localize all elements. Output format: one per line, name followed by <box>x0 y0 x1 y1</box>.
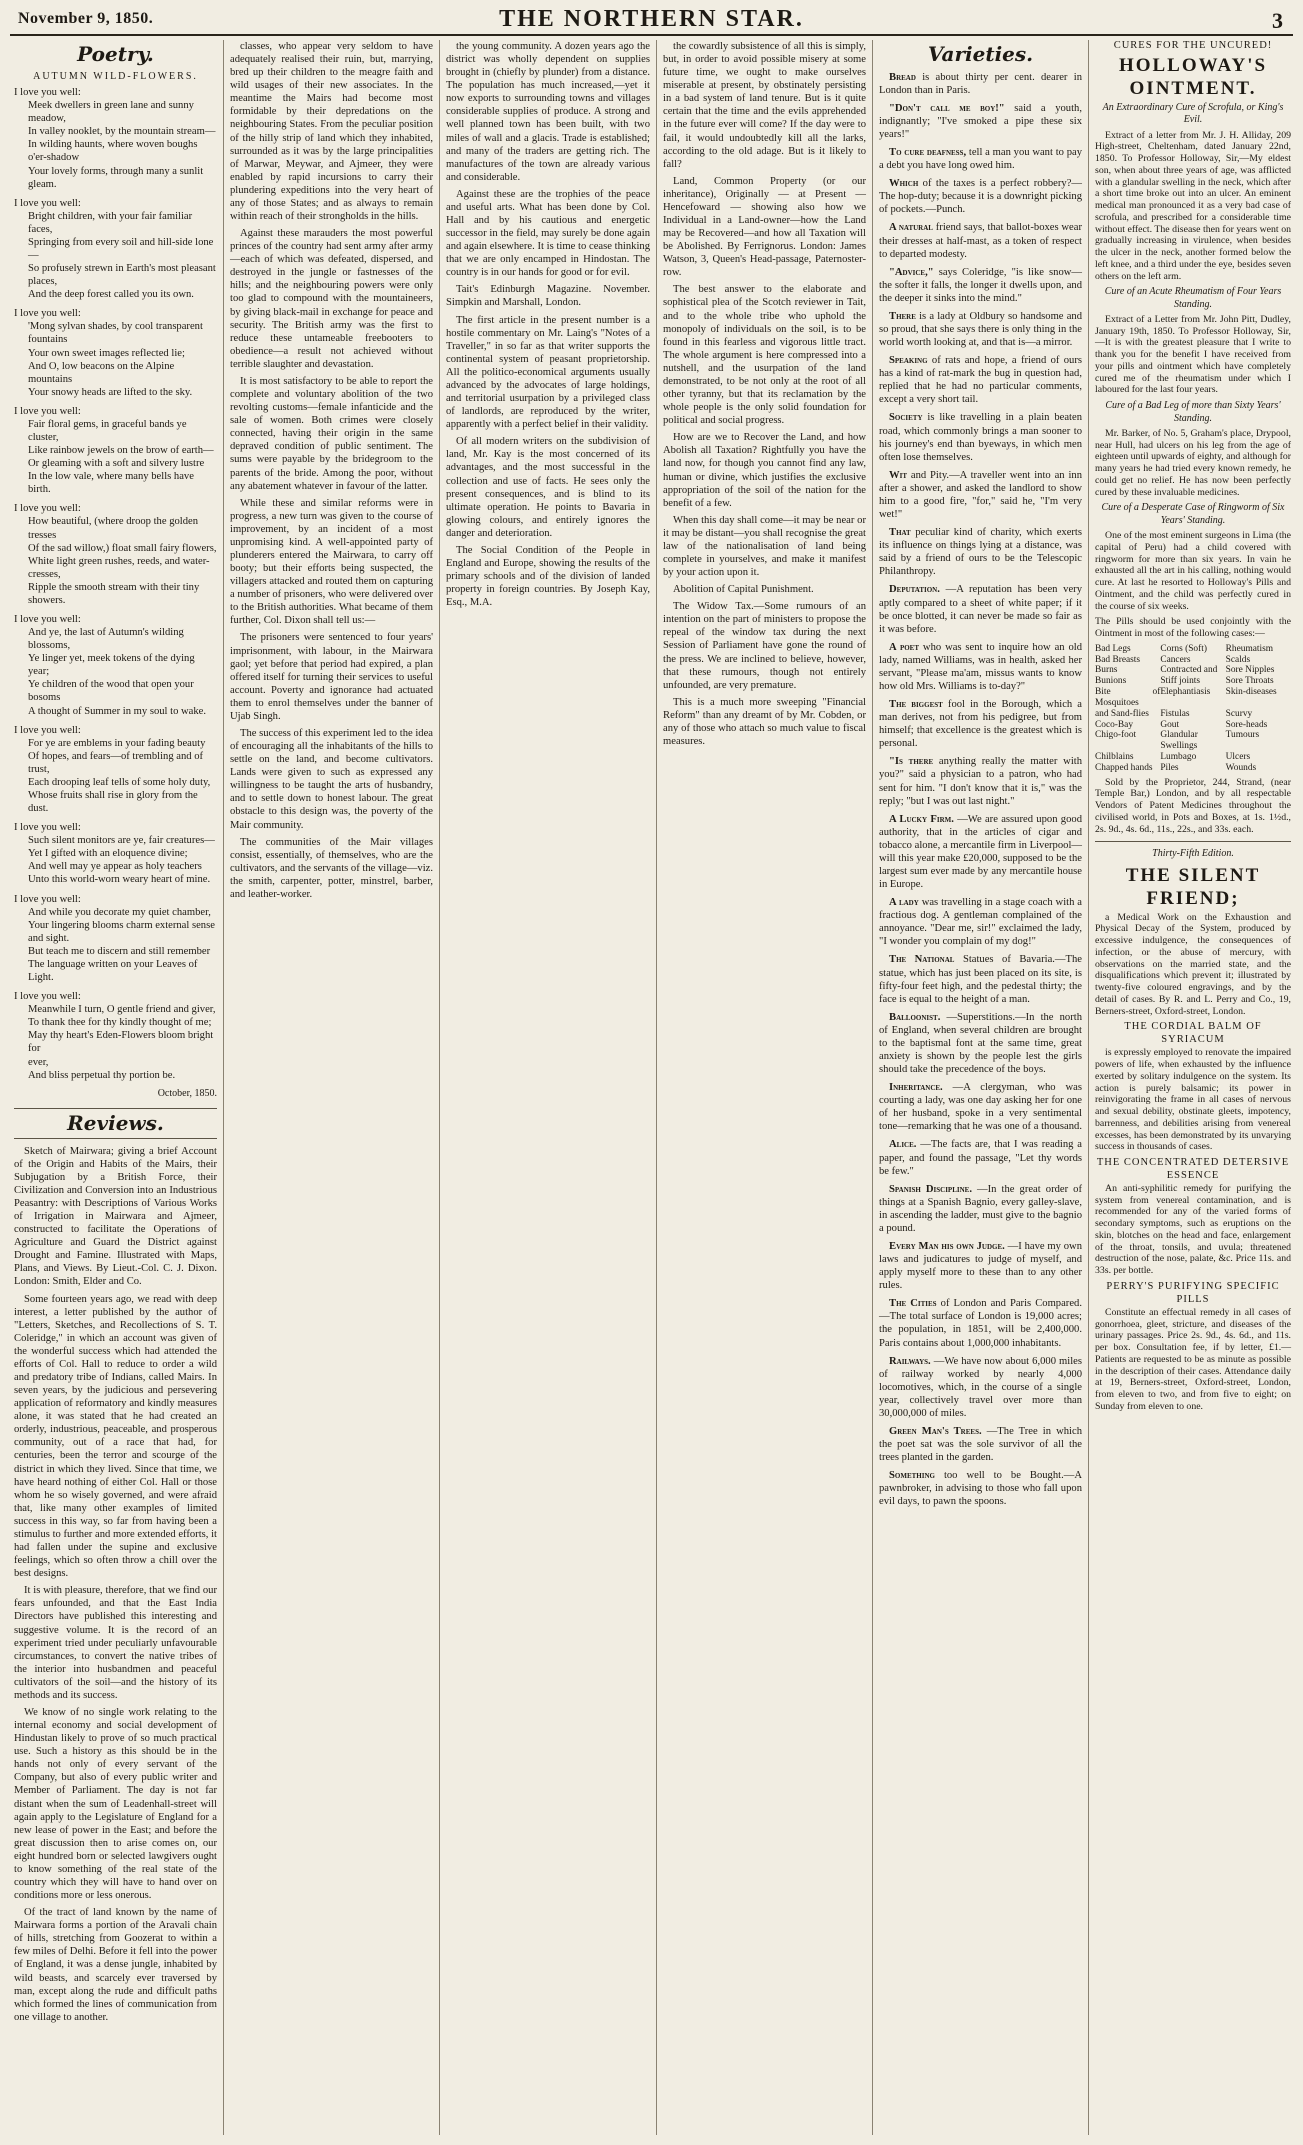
ad6-head: THE CORDIAL BALM OF SYRIACUM <box>1124 1021 1262 1046</box>
poem-line: Your lingering blooms charm external sense <box>28 919 215 931</box>
variety-head: Which <box>889 178 919 190</box>
poem-line: Ye children of the wood that open your bosoms <box>28 679 194 704</box>
variety-head: Deputation. <box>889 584 940 596</box>
variety-item <box>879 755 1082 807</box>
poem-line: May thy heart's Eden-Flowers bloom bright for <box>28 1030 214 1055</box>
variety-text: and Pity.—A traveller went into an inn after a shower, and asked the landlord to show him to a good fire, "for," said he, "I'm very wet!" <box>879 469 1082 521</box>
poem-stanza <box>14 893 217 985</box>
variety-text: who was sent to inquire how an old lady, named Williams, was in health, asked her servant, "Please ma'am, missus wants to know how old Mrs. Williams is to-day?" <box>879 641 1083 692</box>
article-paragraph: We know of no single work relating to the internal economy and social development of Hindustan likely to prove of so much practical use. Such a history as this should be in the hands not only of every servant of the Company, but also of every public writer and Member of Parliament. The day is not far distant when the sum of Leadenhall-street will again apply to the Legislature of England for a new lease of power in the East; and before the great discussion then to arise comes on, our eight hundred born or selected lawgivers ought to know something of the real state of the country which they will have to hand over on conditions more or less onerous. <box>14 1706 217 1902</box>
ailment-cell: Tumours <box>1225 730 1260 741</box>
poem-line: Ye linger yet, meek tokens of the dying year; <box>28 653 195 678</box>
variety-text: is a lady at Oldbury so handsome and so proud, that she says there is only thing in the world worth looking at, and that is—a mirror. <box>879 310 1082 349</box>
ailment-cell: Chapped hands <box>1095 762 1153 773</box>
article-paragraph: classes, who appear very seldom to have adequately realised their ruin, but, marrying, bred up their children to the meagre faith and wild usages of their new associates. In the meantime the Mairs had become most formidable by their depredations on the neighbouring States. From the peculiar position of the hilly strip of land which they inhabited, surrounded as it was by the large principalities of Marwar, Meywar, and Ajmeer, they were enabled by rapid incursions to carry their plundering expeditions into the very heart of any of those States; and as always to remain within reach of their strongholds in the hills. <box>230 41 433 223</box>
poem-line: I love you well: <box>14 991 81 1003</box>
variety-text: says Coleridge, "is like snow—the softer it falls, the longer it dwells upon, and the deeper it sinks into the mind." <box>879 266 1082 304</box>
poem-line: Or gleaming with a soft and silvery lustre <box>28 458 205 470</box>
poem-line: And the deep forest called you its own. <box>28 289 194 301</box>
variety-head: The biggest <box>889 699 943 711</box>
poem-line: I love you well: <box>14 893 81 905</box>
page-number: 3 <box>1272 8 1283 33</box>
masthead <box>10 4 1293 36</box>
ailment-cell: Rheumatism <box>1225 643 1274 654</box>
poem-line: Your own sweet images reflected lie; <box>28 347 185 359</box>
ad1-text: Extract of a letter from Mr. J. H. Alliday, 209 High-street, Cheltenham, dated January 22nd, 1850. To Professor Holloway, Sir,—My eldest son, when about three years of age, was afflicted with a glandular swelling in the neck, which after a short time broke out into an ulcer. An eminent medical man pronounced it as a very bad case of scrofula, and prescribed for a considerable time without effect. The disease then for years went on gradually increasing in virulence, when besides the ulcer in the neck, another formed below the left knee, and a third under the eye, besides seven others on the left arm. <box>1095 129 1291 282</box>
poem-line: And while you decorate my quiet chamber, <box>28 906 211 918</box>
poem-line: and sight. <box>28 932 70 944</box>
variety-item <box>879 896 1082 948</box>
poem-stanza <box>14 724 217 816</box>
ailment-cell: Stiff joints <box>1160 676 1201 687</box>
ad8-head: PERRY'S PURIFYING SPECIFIC PILLS <box>1106 1280 1280 1305</box>
variety-text: of rats and hope, a friend of ours has a kind of rat-mark the bug in question had, replied that he had no particular comments, except a very short tail. <box>879 355 1082 406</box>
variety-head: Bread <box>889 71 916 83</box>
variety-item <box>879 1425 1082 1464</box>
variety-item <box>879 1081 1082 1133</box>
poem-stanza <box>14 613 217 718</box>
poem-line: For ye are emblems in your fading beauty <box>28 737 206 749</box>
article-paragraph: The communities of the Mair villages consist, essentially, of themselves, who are the cultivators, and the servants of the village—viz. the smith, carpenter, potter, minstrel, barber, and leather-worker. <box>230 836 433 900</box>
variety-item <box>879 1240 1082 1292</box>
ad5-head: Thirty-Fifth Edition. <box>1152 848 1234 860</box>
poem-line: 'Mong sylvan shades, by cool transparent fountains <box>28 321 203 346</box>
variety-text: tell a man you want to pay a debt you have long owed him. <box>879 147 1083 172</box>
poem-line: The language written on your Leaves of Light. <box>28 958 198 984</box>
poem-line: I love you well: <box>14 405 81 417</box>
ailment-cell: Elephantiasis <box>1160 687 1211 698</box>
ad6-text: is expressly employed to renovate the impaired powers of life, when exhausted by the influence exerted by solitary indulgence on the system. Its action is purely balsamic; its power in reinvigorating the frame in all cases of nervous and sexual debility, obstinate gleets, impotency, barrenness, and debilities arising from venereal excesses, has been demonstrated by its unvarying success in thousands of cases. <box>1095 1047 1291 1153</box>
poem-line: And bliss perpetual thy portion be. <box>28 1069 176 1081</box>
variety-text: said a youth, indignantly; "I've smoked a pipe these six years!" <box>879 102 1082 140</box>
poem-line: I love you well: <box>14 724 81 736</box>
variety-item <box>879 1355 1082 1420</box>
poem-line: But teach me to discern and still remember <box>28 945 211 957</box>
article-paragraph: Tait's Edinburgh Magazine. November. Simpkin and Marshall, London. <box>446 284 650 309</box>
poetry-heading: Poetry. <box>77 42 154 66</box>
variety-text: peculiar kind of charity, which exerts its influence on things lying at a distance, was said by a friend of ours to be the Telescopic Philanthropy. <box>879 527 1082 578</box>
variety-head: That <box>889 527 911 539</box>
variety-item <box>879 698 1082 750</box>
variety-head: Railways. <box>889 1355 931 1367</box>
ad3-head: Cure of a Bad Leg of more than Sixty Years' Standing. <box>1105 400 1281 424</box>
article-paragraph: the young community. A dozen years ago the district was wholly dependent on supplies brought in (chiefly by plunder) from a distance. The population has much increased,—yet it now exports to surrounding towns and villages considerable supplies of produce. A strong and well planned town has been built, with two miles of wall and a glacis. Trade is established; and many of the traders are getting rich. The manufactures of the town are already various and considerable. <box>446 41 650 183</box>
ailment-cell: Ulcers <box>1225 751 1251 762</box>
poem-stanza <box>14 990 217 1082</box>
poem-line: Unto this world-worn weary heart of mine. <box>28 874 211 886</box>
column-4 <box>657 40 873 2135</box>
ailment-cell: Sore Throats <box>1225 676 1274 687</box>
article-paragraph: Of all modern writers on the subdivision of land, Mr. Kay is the most concerned of its advantages, and the most successful in the collection and use of facts. He sees only the present consequences, and is blind to its ultimate operation. He points to Bavaria in glowing colours, and entirely ignores the danger and deterioration. <box>446 436 650 539</box>
poem-stanza <box>14 821 217 886</box>
poem-line: I love you well: <box>14 503 81 515</box>
poem-line: Meek dwellers in green lane and sunny meadow, <box>28 100 194 125</box>
variety-head: Spanish Discipline. <box>889 1183 972 1195</box>
ad4-text: One of the most eminent surgeons in Lima (the capital of Peru) had a child covered with ringworm for more than six years. In vain he exhausted all the art in his calling, nothing would cure. At last he resorted to Holloway's Pills and Ointment, and the child was perfectly cured in the course of six weeks. <box>1095 530 1291 612</box>
variety-text: —In the great order of things at a Spanish Bagnio, every galley-slave, in ascending the ladder, must give to the bagnio a pound. <box>879 1183 1083 1234</box>
ailment-cell: Coco-Bay <box>1095 719 1134 730</box>
variety-item <box>879 1297 1082 1349</box>
variety-head: Alice. <box>889 1139 917 1151</box>
article-paragraph: Against these are the trophies of the peace and useful arts. What has been done by Col. Hall and by his cautious and energetic successor in the field, may surely be done again and again elsewhere. It is time to cease thinking that we are only encamped in Hindostan. The country is in our hands for good or for evil. <box>446 188 650 279</box>
ad-table-intro: The Pills should be used conjointly with the Ointment in most of the following cases:— <box>1095 616 1291 640</box>
poem-line: Of hopes, and fears—of trembling and of trust, <box>28 750 204 775</box>
ailment-cell: Lumbago <box>1160 751 1197 762</box>
variety-item <box>879 146 1082 172</box>
article-paragraph: It is with pleasure, therefore, that we find our fears unfounded, and that the East India Directors have published this interesting and suggestive volume. It is the record of an experiment tried under peculiarly unfavourable circumstances, to convert the native tribes of the interior into husbandmen and peaceful cultivators of the soil—and the history of its methods and its success. <box>14 1585 217 1701</box>
ailment-cell: Glandular Swellings <box>1160 730 1198 752</box>
poem-stanza <box>14 307 217 399</box>
ad5-text: a Medical Work on the Exhaustion and Physical Decay of the System, produced by excessive indulgence, the consequences of infection, or the abuse of mercury, with observations on the married state, and the disqualifications which prevent it; illustrated by twenty-five coloured engravings, and by the detail of cases. By R. and L. Perry and Co., 19, Berners-street, Oxford-street, London. <box>1095 911 1291 1017</box>
ad-divider <box>1095 841 1291 842</box>
variety-text: —We have now about 6,000 miles of railway worked by nearly 4,000 locomotives, which, in the course of a single year, collectively travel over more than 30,000,000 of miles. <box>879 1355 1082 1419</box>
variety-text: friend says, that ballot-boxes wear their dresses at half-mast, as a token of respect to departed modesty. <box>879 222 1082 260</box>
article-paragraph: Abolition of Capital Punishment. <box>673 584 814 596</box>
variety-item <box>879 953 1082 1005</box>
variety-item <box>879 354 1082 406</box>
poem-line: Fair floral gems, in graceful bands ye cluster, <box>28 418 187 443</box>
ailment-cell: Scalds <box>1225 654 1251 665</box>
variety-text: is about thirty per cent. dearer in London than in Paris. <box>879 71 1082 96</box>
variety-head: Every Man his own Judge. <box>889 1241 1005 1253</box>
poem-line: I love you well: <box>14 614 81 625</box>
variety-item <box>879 1183 1082 1235</box>
variety-text: —We are assured upon good authority, that in the articles of cigar and tobacco alone, a mercantile firm in Liverpool—will this year make £20,000, supposed to be the largest sum ever made by any mercantile house in Europe. <box>879 813 1082 891</box>
ailment-cell: Chilblains <box>1095 751 1134 762</box>
variety-text: —The Tree in which the poet sat was the sole survivor of all the trees planted in the garden. <box>879 1426 1082 1464</box>
ad5-title: THE SILENT FRIEND; <box>1125 864 1261 910</box>
reviews-body <box>14 1145 217 2024</box>
variety-item <box>879 266 1082 305</box>
variety-text: anything really the matter with you?" said a physician to a patron, who had sent for him. "I don't know that it is," was the reply; "but I was out last night." <box>879 756 1082 807</box>
poem-line: In valley nooklet, by the mountain stream— <box>28 126 216 138</box>
poem-date: October, 1850. <box>157 1087 217 1099</box>
poem-line: Each drooping leaf tells of some holy duty, <box>28 776 211 788</box>
variety-item <box>879 1138 1082 1177</box>
ailment-cell: Chigo-foot <box>1095 730 1137 741</box>
ad2-head: Cure of an Acute Rheumatism of Four Years Standing. <box>1104 286 1282 310</box>
variety-item <box>879 813 1082 891</box>
variety-item <box>879 641 1082 693</box>
variety-text: —I have my own laws and judicatures to judge of myself, and apply myself more to these than to any other rules. <box>879 1241 1082 1292</box>
article-paragraph: the cowardly subsistence of all this is simply, but, in order to avoid possible misery at some future time, we ought to make ourselves miserable at present, by obstinately persisting in a bad system of land tenure. But is it quite certain that the time and the evils apprehended in the future ever will come? If the day were to fail, it would undoubtedly kill all the larks, according to the old adage. But is it likely to fall? <box>663 41 866 170</box>
poem-line: So profusely strewn in Earth's most pleasant places, <box>28 263 216 288</box>
poem-line: Your snowy heads are lifted to the sky. <box>28 386 193 398</box>
variety-head: A natural <box>889 222 933 234</box>
poem-line: Of the sad willow,) float small fairy flowers, <box>28 542 217 554</box>
varieties-list <box>879 71 1082 1509</box>
variety-head: The National <box>889 954 955 966</box>
variety-head: Inheritance. <box>889 1082 943 1094</box>
article-paragraph: This is a much more sweeping "Financial Reform" than any dreamt of by Mr. Cobden, or any of those who attach so much value to fiscal measures. <box>663 696 866 747</box>
variety-item <box>879 177 1082 216</box>
ailment-cell: Contracted and <box>1160 665 1218 676</box>
poem-line: And well may ye appear as holy teachers <box>28 861 202 873</box>
variety-item <box>879 1469 1082 1508</box>
poem-line: Bright children, with your fair familiar faces, <box>28 210 193 235</box>
poem-body <box>14 86 217 1082</box>
ailment-cell: Bite of Mosquitoes <box>1095 687 1161 708</box>
poem-stanza <box>14 86 217 191</box>
variety-head: The Cities <box>889 1298 937 1310</box>
ailments-table <box>1095 644 1291 774</box>
poem-line: I love you well: <box>14 197 81 209</box>
ad7-text: An anti-syphilitic remedy for purifying the system from venereal contamination, and is recommended for any of the varied forms of secondary symptoms, such as eruptions on the skin, blotches on the head and face, enlargement of the throat, tonsils, and uvula; threatened destruction of the nose, palate, &c. Price 11s. and 33s. per bottle. <box>1095 1182 1291 1277</box>
ailment-cell: Skin-diseases <box>1225 687 1277 698</box>
ad1-subtitle: An Extraordinary Cure of Scrofula, or King's Evil. <box>1102 101 1284 126</box>
variety-text: —The facts are, that I was reading a paper, and found the passage, "Let thy words be few." <box>879 1139 1082 1177</box>
article-paragraph: Against these marauders the most powerful princes of the country had sent army after army—each of which was defeated, dispersed, and destroyed in the jungle or fastnesses of the hills; and the neighbouring powers were only too glad to compound with the mountaineers, by giving black-mail in exchange for peace and security. The British army was the first to reduce these untameable freebooters to obedience—a result not achieved without terrible slaughter and devastation. <box>230 228 433 370</box>
article-paragraph: Sketch of Mairwara; giving a brief Account of the Origin and Habits of the Mairs, their Subjugation by a British Force, their Civilization and Conversion into an Industrious Peasantry: with Descriptions of Various Works of Irrigation in Mairwara and Ajmeer, constructed to facilitate the Operations of Agriculture and Guard the District against Drought and Famine. Illustrated with Maps, Plans, and Views. By Lieut.-Col. C. J. Dixon. London: Smith, Elder and Co. <box>14 1145 217 1288</box>
ailment-cell: Corns (Soft) <box>1160 643 1207 654</box>
ailment-cell: Fistulas <box>1160 708 1190 719</box>
ad8-text: Constitute an effectual remedy in all cases of gonorrhoea, gleet, stricture, and diseases of the urinary passages. Price 2s. 9d., 4s. 6d., and 11s. per box. Consultation fee, if by letter, £1.—Patients are requested to be as minute as possible in the description of their cases. Attendance daily at 19, Berners-street, Oxford-street, London, from eleven to two, and from five to eight; on Sunday from eleven to one. <box>1095 1306 1291 1412</box>
column-3 <box>440 40 657 2135</box>
variety-head: A poet <box>889 641 920 653</box>
ailment-cell: Sore Nipples <box>1225 665 1275 676</box>
ad1-title: HOLLOWAY'S OINTMENT. <box>1118 54 1268 100</box>
variety-item <box>879 411 1082 463</box>
newspaper-title: THE NORTHERN STAR. <box>499 6 804 32</box>
poem-line: White light green rushes, reeds, and water-cresses, <box>28 555 210 580</box>
poem-line: I love you well: <box>14 87 81 99</box>
ailment-cell: Gout <box>1160 719 1180 730</box>
ailment-cell: Wounds <box>1225 762 1257 773</box>
poem-line: Meanwhile I turn, O gentle friend and giver, <box>28 1004 216 1016</box>
variety-head: A lady <box>889 897 919 909</box>
article-paragraph: How are we to Recover the Land, and how Abolish all Taxation? Rightfully you have the land now, for though you cannot find any law, human or divine, which justifies the exclusive appropriation of the soil of the nation for the benefit of a few. <box>663 432 866 509</box>
variety-head: Something <box>889 1470 935 1482</box>
poem-line: In the low vale, where many bells have birth. <box>28 471 194 496</box>
article-paragraph: When this day shall come—it may be near or it may be distant—you shall recognise the great law of the nationalisation of land being complete in yourselves, and make it manifest by your action upon it. <box>663 514 866 579</box>
variety-text: fool in the Borough, which a man derives, not from his pedigree, but from himself; that excellence is the greatest which is personal. <box>879 699 1083 750</box>
poem-line: ever, <box>28 1056 49 1068</box>
variety-head: Society <box>889 412 923 424</box>
variety-item <box>879 221 1082 260</box>
variety-head: Wit <box>889 469 907 481</box>
ailment-cell: Sore-heads <box>1225 719 1268 730</box>
variety-head: Green Man's Trees. <box>889 1426 982 1438</box>
poem-line: To thank thee for thy kindly thought of me; <box>28 1017 212 1029</box>
poem-line: Like rainbow jewels on the brow of earth— <box>28 445 214 457</box>
poem-line: A thought of Summer in my soul to wake. <box>28 705 207 717</box>
variety-head: "Advice," <box>889 266 934 278</box>
article-paragraph: It is most satisfactory to be able to report the complete and voluntary abolition of the two revolting customs—female infanticide and the sale of women. Both crimes were closely connected, having their origin in the same depraved condition of public sentiment. The sums were payable by the bridegroom to the parents of the bride. Among the poor, without any abatement whatever in favour of the latter. <box>230 375 433 492</box>
variety-head: There <box>889 310 916 322</box>
ad3-text: Mr. Barker, of No. 5, Graham's place, Drypool, near Hull, had ulcers on his leg from the age of eighteen until upwards of eighty, and although for many years he had tried every known remedy, he could get no relief. He has now been perfectly cured by these invaluable medicines. <box>1095 427 1291 498</box>
poem-stanza <box>14 197 217 302</box>
poem-title: AUTUMN WILD-FLOWERS. <box>33 70 198 82</box>
ailment-cell: and Sand-flies <box>1095 708 1149 719</box>
poem-line: Whose fruits shall rise in glory from the dust. <box>28 790 198 815</box>
article-paragraph: The prisoners were sentenced to four years' imprisonment, with labour, in the Mairwara gaol; yet before that period had expired, a plan offered itself for turning their services to useful account. Poverty and ignorance had actuated them to enrol themselves under the banner of Ujab Singh. <box>230 632 433 722</box>
variety-item <box>879 1011 1082 1076</box>
variety-item <box>879 583 1082 635</box>
poem-line: And O, low beacons on the Alpine mountains <box>28 360 175 385</box>
poem-line: Such silent monitors are ye, fair creatures— <box>28 835 215 847</box>
variety-item <box>879 526 1082 578</box>
variety-head: Speaking <box>889 355 928 367</box>
poem-line: Yet I gifted with an eloquence divine; <box>28 848 188 860</box>
article-paragraph: The Social Condition of the People in England and Europe, showing the results of the primary schools and of the division of landed property in foreign countries. By Joseph Kay, Esq., M.A. <box>446 544 650 609</box>
poem-stanza <box>14 405 217 497</box>
ailment-cell: Scurvy <box>1225 708 1253 719</box>
variety-text: —A clergyman, who was courting a lady, was one day asking her for one of her husband, spoke in a very sentimental tone—remarking that he was one of a thousand. <box>879 1082 1082 1133</box>
variety-item <box>879 102 1082 141</box>
poem-line: Your lovely forms, through many a sunlit gleam. <box>28 165 204 190</box>
ailment-cell: Bad Legs <box>1095 643 1131 654</box>
ailment-cell: Burns <box>1095 665 1118 676</box>
article-paragraph: Some fourteen years ago, we read with deep interest, a letter published by the author of "Letters, Sketches, and Recollections of S. T. Coleridge," in which an account was given of the wonderful success which had attended the efforts of Col. Hall to reduce to order a wild and predatory tribe of Indians, called Mairs. In seven years, by the judicious and persevering application of reformatory and kindly measures alone, it was stated that he had created an orderly, industrious, peaceable, and prosperous community, out of a race that had, for centuries, been the terror and scourge of the district in which they lived. Since that time, we have heard nothing of either Col. Hall or those whom he so wisely governed, and were afraid that, like many other examples of limited success in this way, so far from having been a stimulus to further and more extended efforts, it had fallen under the supine and exclusive feelings, which so often throw a chill over the best designs. <box>14 1293 217 1580</box>
ad1-head: CURES FOR THE UNCURED! <box>1113 40 1273 51</box>
varieties-heading: Varieties. <box>927 42 1034 66</box>
mairwara-article <box>230 40 433 901</box>
article-paragraph: The success of this experiment led to the idea of encouraging all the inhabitants of the hills to settle on the land, and become cultivators. Lands were given to such as expressed any willingness to be taught the arts of husbandry, and to settle down to honest labour. The great obstacle to this design was, the poverty of the Mair community. <box>230 727 433 831</box>
poem-line: How beautiful, (where droop the golden tresses <box>28 516 199 541</box>
variety-head: "Don't call me boy!" <box>889 102 1005 114</box>
article-paragraph: The first article in the present number is a hostile commentary on Mr. Laing's "Notes of a Traveller," in so far as that writer supports the continental system of peasant proprietorship. All the politico-economical arguments usually advanced by the advocates of large holdings, and territorial usurpation by a privileged class of landlords, are reproduced by the writer, apparently with a perfect belief in their validity. <box>446 314 650 431</box>
article-paragraph: Land, Common Property (or our inheritance), Originally — at Present — Hencefoward — showing also how we Individual in a Land-owner—how the Land may be Recovered—and how all Taxation will be Abolished. By Ferrignorus. London: James Watson, 3, Queen's Head-passage, Paternoster-row. <box>663 175 866 279</box>
poem-line: I love you well: <box>14 822 81 834</box>
ad4-head: Cure of a Desperate Case of Ringworm of Six Years' Standing. <box>1101 502 1285 526</box>
variety-text: too well to be Bought.—A pawnbroker, in advising to those who fall upon evil days, to pawn the spoons. <box>879 1470 1082 1508</box>
article-paragraph: The Widow Tax.—Some rumours of an intention on the part of ministers to propose the repeal of the window tax during the next Session of Parliament have gone the round of the press. We are inclined to believe, however, that these rumours, though not entirely unfounded, are very premature. <box>663 601 866 691</box>
variety-text: of London and Paris Compared.—The total surface of London is 19,000 acres; the population, in 1851, will be 2,400,000. Paris contains about 1,000,000 inhabitants. <box>879 1298 1082 1349</box>
column-6-advertisements <box>1089 40 1297 2135</box>
land-review <box>663 40 866 748</box>
ad-footer: Sold by the Proprietor, 244, Strand, (near Temple Bar,) London, and by all respectable Vendors of Patent Medicines throughout the civilised world, in Pots and Boxes, at 1s. 1½d., 2s. 9d., 4s. 6d., 11s., 22s., and 33s. each. <box>1095 776 1291 835</box>
article-paragraph: The best answer to the elaborate and sophistical plea of the Scotch reviewer in Tait, and to the whole tribe who uphold the monopoly of individuals on the soil, is to be found in this fearless and vigorous little tract. The whole argument is here compressed into a nutshell, and the usurpation of the land demonstrated, to be not only at the root of all other tyranny, but that its reclamation by the whole people is the only solid foundation for political and social progress. <box>663 284 866 427</box>
variety-item <box>879 310 1082 349</box>
ad7-head: THE CONCENTRATED DETERSIVE ESSENCE <box>1096 1157 1290 1181</box>
reviews-heading: Reviews. <box>14 1108 217 1139</box>
ailment-cell: Bunions <box>1095 676 1127 687</box>
column-1 <box>8 40 224 2135</box>
variety-item <box>879 71 1082 97</box>
ailment-cell: Bad Breasts <box>1095 654 1141 665</box>
column-2 <box>224 40 440 2135</box>
ailment-cell: Cancers <box>1160 654 1191 665</box>
article-paragraph: Of the tract of land known by the name of Mairwara forms a portion of the Aravali chain of hills, stretching from Goozerat to within a few miles of Delhi. Before it fell into the power of England, it was a dense jungle, inhabited by wild beasts, and scarcely ever traversed by man, except along the rude and difficult paths which formed the lines of communication from one village to another. <box>14 1907 217 2023</box>
variety-item <box>879 469 1082 521</box>
poem-line: In wilding haunts, where woven boughs o'er-shadow <box>28 139 198 164</box>
variety-text: —A reputation has been very aptly compared to a sheet of white paper; if it be once blotted, it can never be made so fair as it was before. <box>879 584 1082 635</box>
variety-text: of the taxes is a perfect robbery?—The hop-duty; because it is a downright picking of pockets.—Punch. <box>879 178 1082 216</box>
poem-line: I love you well: <box>14 308 81 320</box>
poem-line: And ye, the last of Autumn's wilding blossoms, <box>28 627 184 652</box>
variety-head: Balloonist. <box>889 1011 941 1023</box>
variety-text: was travelling in a stage coach with a fractious dog. A gentleman complained of the annoyance. "Dear me, sir!" exclaimed the lady, "I wonder you complain of my dog!" <box>879 897 1082 948</box>
variety-head: "Is there <box>889 756 934 768</box>
variety-head: A Lucky Firm. <box>889 813 954 825</box>
variety-text: is like travelling in a plain beaten road, which commonly brings a man sooner to his journey's end than byeways, in which men often lose themselves. <box>879 412 1082 463</box>
ailment-cell: Piles <box>1160 762 1179 773</box>
variety-text: —Superstitions.—In the north of England, when several children are brought to the baptismal font at the same time, great anxiety is shown by the people lest the girls should take the precedence of the boys. <box>879 1011 1082 1076</box>
magazine-review <box>446 40 650 609</box>
poem-stanza <box>14 502 217 607</box>
ad2-text: Extract of a Letter from Mr. John Pitt, Dudley, January 19th, 1850. To Professor Holloway, Sir,—It is with the greatest pleasure that I write to thank you for the benefit I have received from your pills and ointment which have completely cured me of the rheumatism under which I laboured for the last four years. <box>1095 313 1291 396</box>
poem-line: Ripple the smooth stream with their tiny showers. <box>28 581 200 606</box>
variety-text: Statues of Bavaria.—The statue, which has just been placed on its site, is fifty-four feet high, and the pedestal thirty; the face is equal to the height of a man. <box>879 954 1082 1005</box>
column-5 <box>873 40 1089 2135</box>
article-paragraph: While these and similar reforms were in progress, a new turn was given to the course of improvement, by an incident of a most unpromising kind. A well-appointed party of plunderers entered the Mairwara, to carry off booty; but their efforts being suspected, the villagers attacked and routed them on capturing a number of prisoners, who were delivered over to the British authorities. What became of them further, Col. Dixon shall tell us:— <box>230 497 433 627</box>
variety-head: To cure deafness, <box>889 147 967 159</box>
poem-line: Springing from every soil and hill-side lone— <box>28 236 214 261</box>
issue-date: November 9, 1850. <box>18 10 154 27</box>
